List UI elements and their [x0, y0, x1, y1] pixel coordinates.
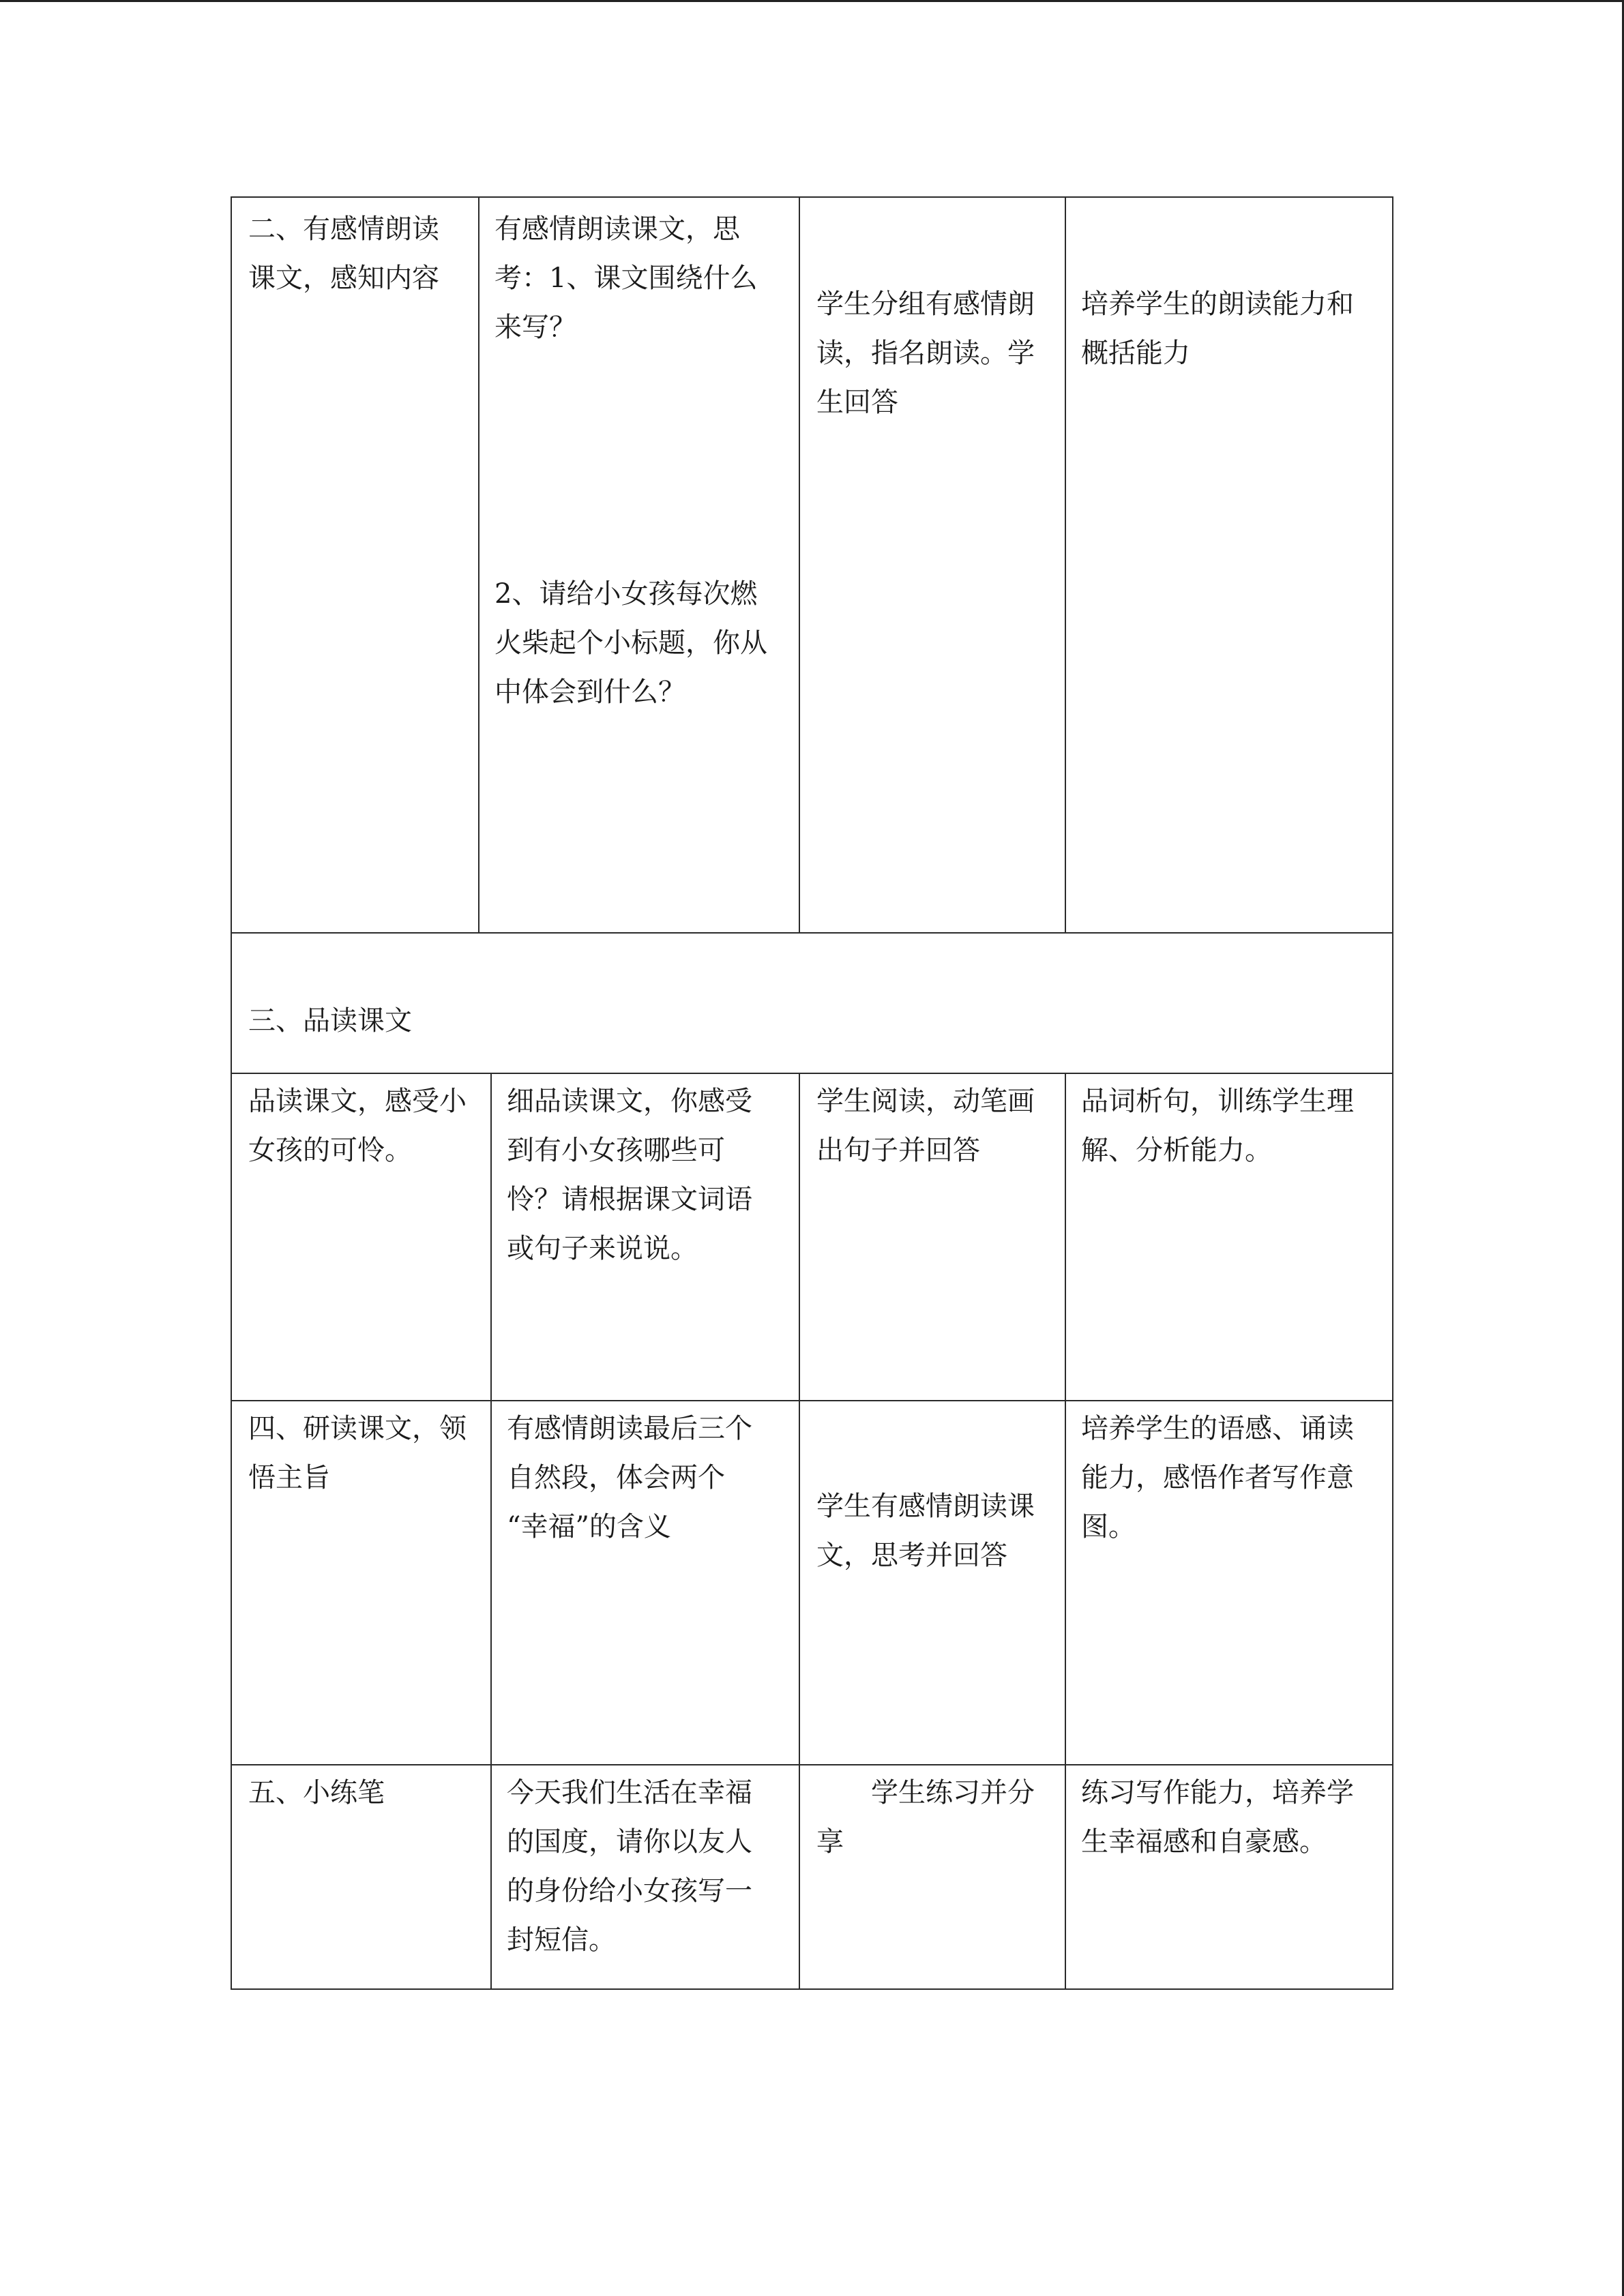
row1-teacher-cell [478, 196, 801, 934]
row5-teacher-cell [490, 1764, 801, 1990]
row3-step-cell [231, 1073, 492, 1402]
row3-student-cell [799, 1073, 1067, 1402]
row5-teacher-text: 今天我们生活在幸福 的国度，请你以友人 的身份给小女孩写一 封短信。 [507, 1777, 752, 1956]
row4-teacher-cell [490, 1400, 801, 1766]
row5-purpose-cell [1065, 1764, 1393, 1990]
row4-student-text: 学生有感情朗读课 文，思考并回答 [816, 1491, 1035, 1571]
row1-step-cell [231, 196, 480, 934]
row3-purpose-text: 品词析句，训练学生理 解、分析能力。 [1081, 1086, 1354, 1166]
row5-step-cell [231, 1764, 492, 1990]
row1-step-text: 二、有感情朗读 课文，感知内容 [248, 213, 439, 294]
section-heading-cell [231, 932, 1393, 1075]
row4-step-text: 四、研读课文，领 悟主旨 [248, 1413, 467, 1493]
row1-purpose-cell [1065, 196, 1393, 934]
row3-purpose-cell [1065, 1073, 1393, 1402]
row4-step-cell [231, 1400, 492, 1766]
row1-student-text: 学生分组有感情朗 读，指名朗读。学 生回答 [816, 288, 1035, 418]
row1-student-cell [799, 196, 1067, 934]
row5-student-text: 学生练习并分 享 [816, 1777, 1035, 1858]
row4-student-cell [799, 1400, 1067, 1766]
row3-teacher-text: 细品读课文，你感受 到有小女孩哪些可 怜？请根据课文词语 或句子来说说。 [507, 1086, 752, 1264]
row1-teacher-text-a: 有感情朗读课文，思 考：1、课文围绕什么 来写？ [494, 213, 758, 343]
row3-step-text: 品读课文，感受小 女孩的可怜。 [248, 1086, 467, 1166]
row3-teacher-cell [490, 1073, 801, 1402]
row4-purpose-text: 培养学生的语感、诵读 能力，感悟作者写作意 图。 [1081, 1413, 1354, 1542]
row3-student-text: 学生阅读，动笔画 出句子并回答 [816, 1086, 1035, 1166]
row4-teacher-text: 有感情朗读最后三个 自然段，体会两个 “幸福”的含义 [507, 1413, 752, 1542]
row5-step-text: 五、小练笔 [248, 1777, 385, 1808]
row1-purpose-text: 培养学生的朗读能力和 概括能力 [1081, 288, 1354, 369]
page-border-top [0, 0, 1624, 2]
section-heading-text: 三、品读课文 [248, 1005, 412, 1037]
row4-purpose-cell [1065, 1400, 1393, 1766]
row5-student-cell [799, 1764, 1067, 1990]
row1-teacher-text-b: 2、请给小女孩每次燃 火柴起个小标题，你从 中体会到什么？ [494, 578, 767, 708]
row5-purpose-text: 练习写作能力，培养学 生幸福感和自豪感。 [1081, 1777, 1354, 1858]
